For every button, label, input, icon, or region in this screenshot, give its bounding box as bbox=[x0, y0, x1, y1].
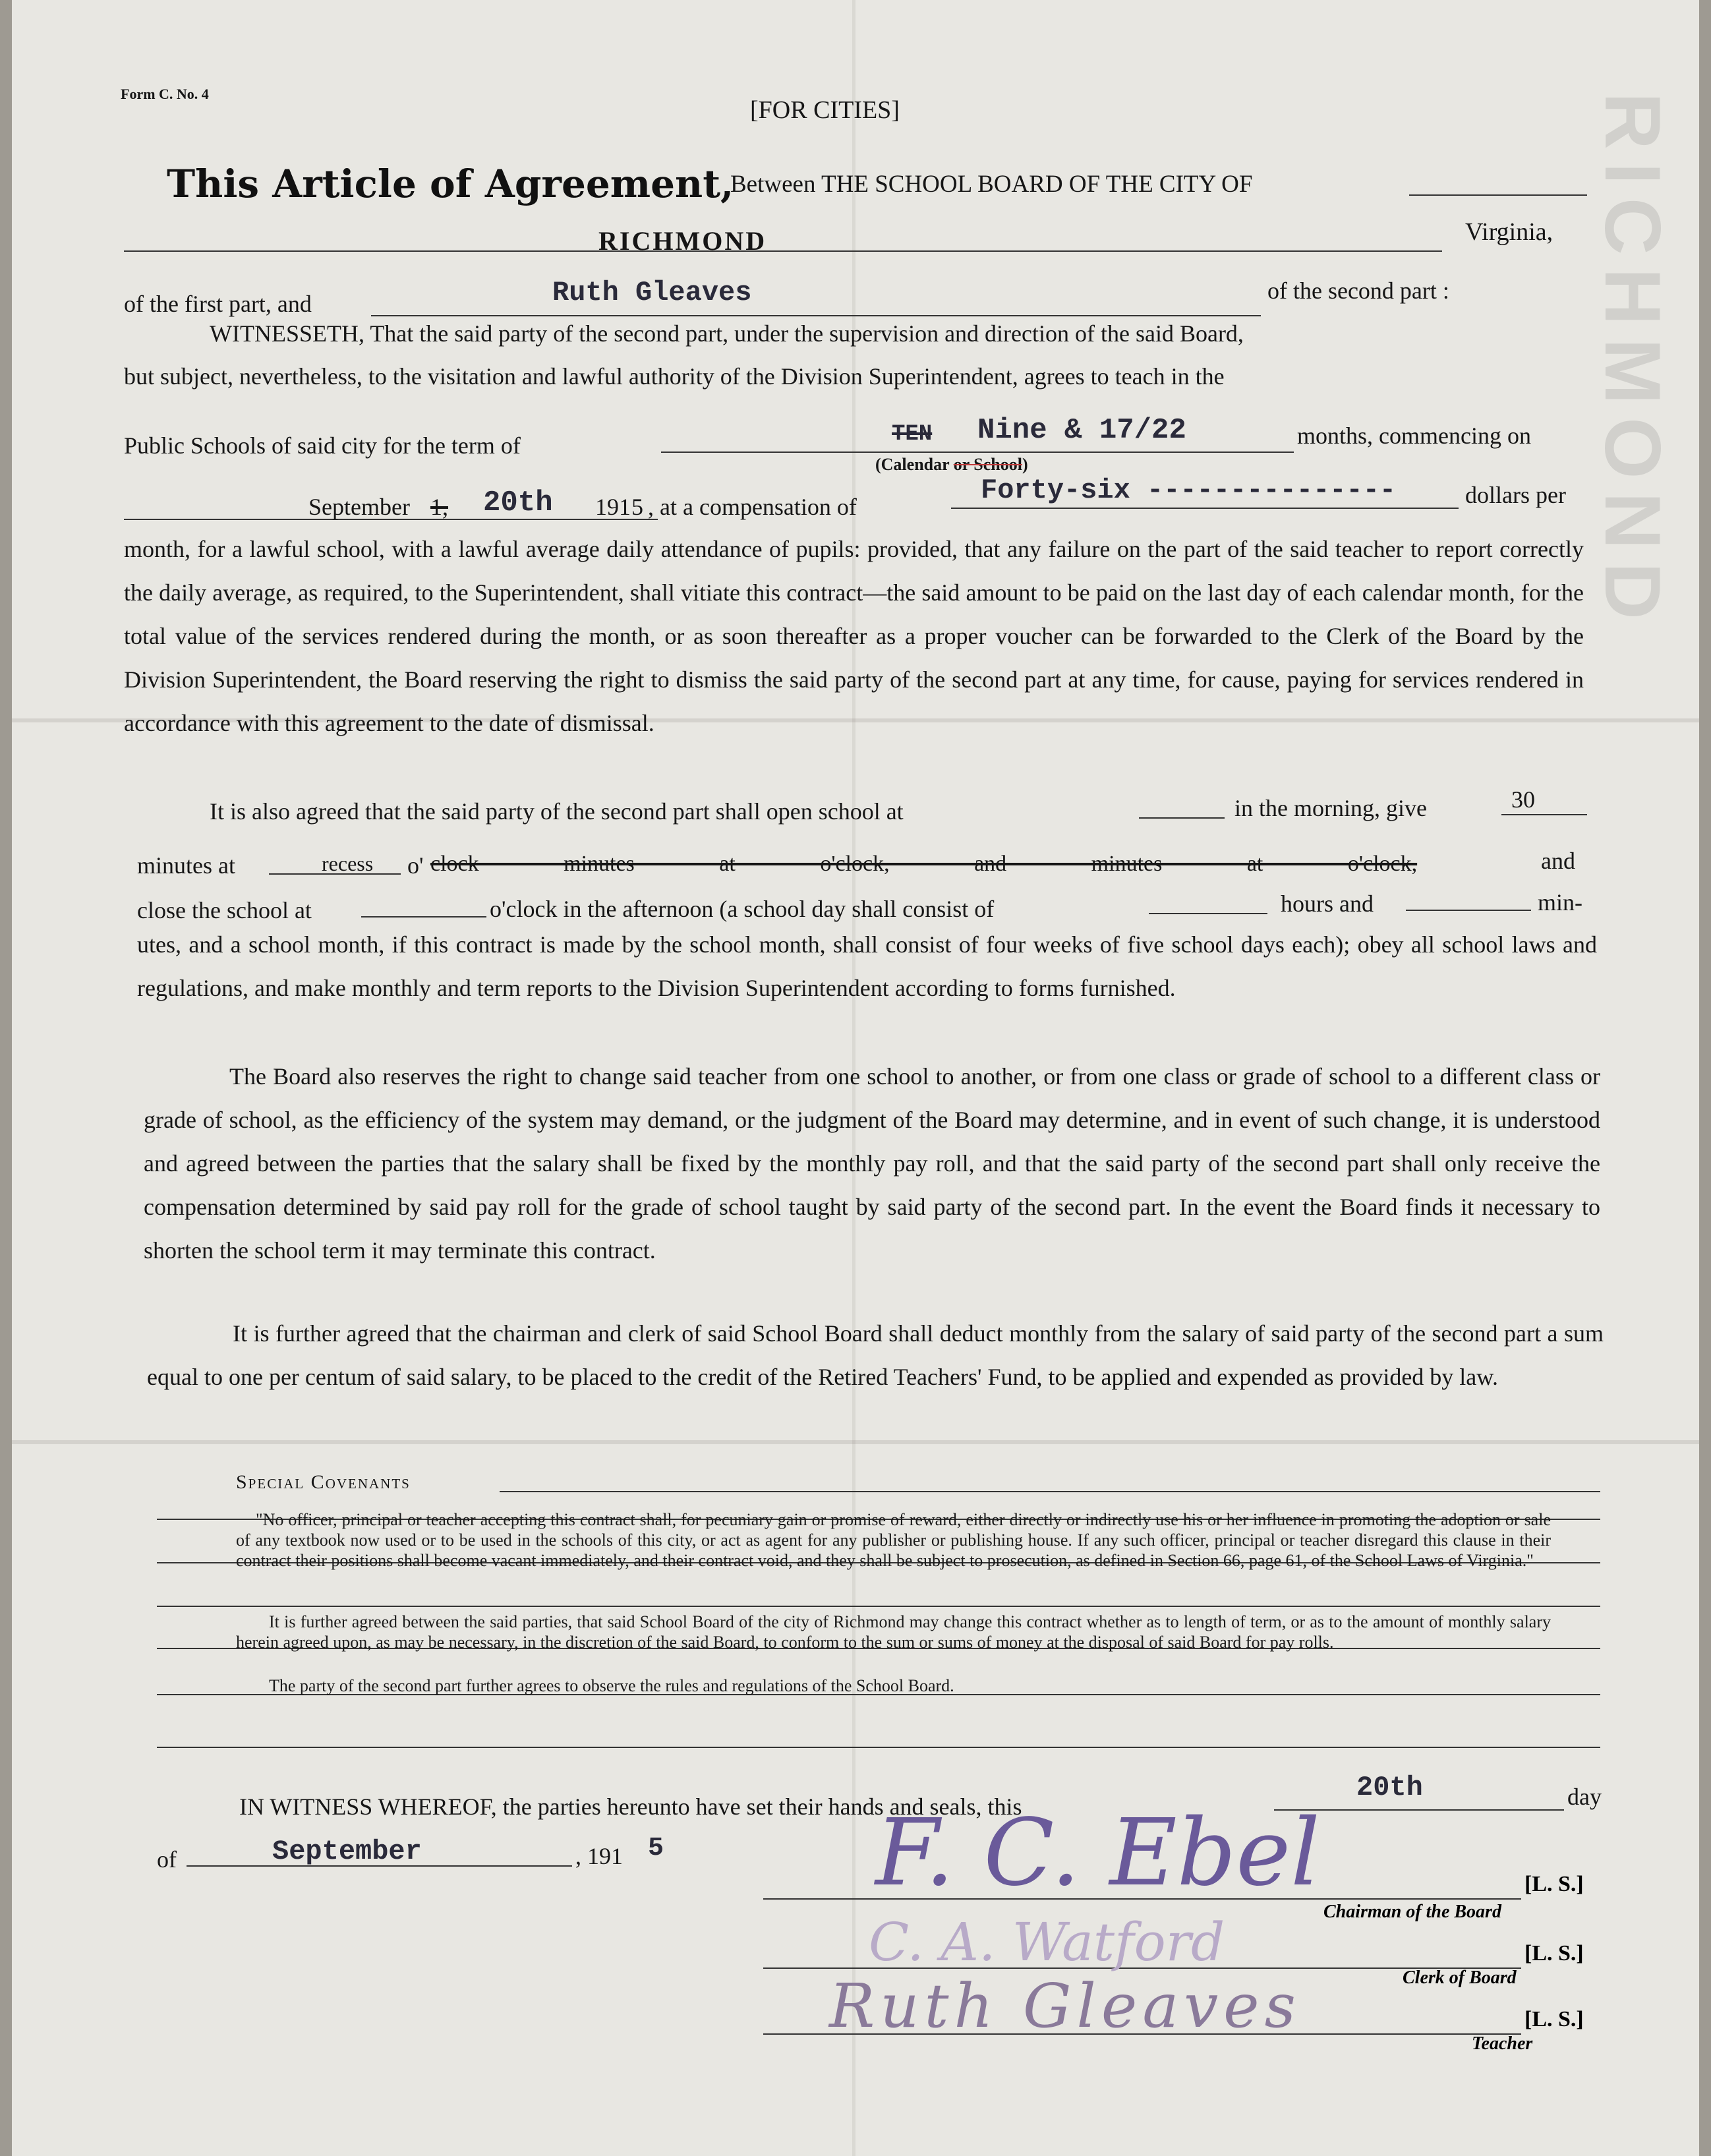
witness-label: IN WITNESS WHEREOF, the parties hereunto have set their hands and seals, this bbox=[239, 1793, 1022, 1820]
witness-year-prefix: , 191 bbox=[575, 1843, 623, 1869]
minutes-at-label: minutes at bbox=[137, 852, 235, 879]
ls-clerk: [L. S.] bbox=[1524, 1941, 1584, 1966]
school-month-paragraph: utes, and a school month, if this contract is made by the school month, shall consist of four weeks of five school days each); obey all school laws and regulations, and make monthly and term reports to the Division Superintendent according to forms furnished. bbox=[137, 931, 1597, 1001]
background-stamp: RICHMOND bbox=[1588, 92, 1677, 633]
covenant-rules: The party of the second part further agrees to observe the rules and regulations of the School Board. bbox=[269, 1676, 954, 1695]
ls-chairman: [L. S.] bbox=[1524, 1872, 1584, 1896]
teacher-label: Teacher bbox=[1472, 2033, 1533, 2054]
contract-terms-paragraph: month, for a lawful school, with a lawful average daily attendance of pupils: provided, that any failure on the part of the said teacher to report correctly the daily average, as required, to the Superintendent, shall vitiate this contract—the said amount to be paid on the last day of each calendar month, for the total value of the services rendered during the month, or as soon thereafter as a proper voucher can be forwarded to the Clerk of the Board by the Division Superintendent, the Board reserving the right to dismiss the said party of the second part at any time, for cause, paying for services rendered in accordance with this agreement to the date of dismissal. bbox=[124, 536, 1584, 736]
of-label: of bbox=[157, 1846, 177, 1873]
afternoon-label: o'clock in the afternoon (a school day shall consist of bbox=[490, 896, 995, 922]
teacher-name-line bbox=[371, 315, 1261, 316]
give-minutes-line bbox=[1501, 814, 1587, 815]
calendar-note: (Calendar or School) bbox=[875, 455, 1028, 474]
clerk-label: Clerk of Board bbox=[1403, 1967, 1517, 1988]
recess-value: recess bbox=[322, 852, 374, 875]
min-label: min- bbox=[1538, 889, 1582, 916]
and-label: and bbox=[1541, 848, 1575, 874]
hours-line bbox=[1149, 913, 1267, 914]
paper-fold bbox=[12, 1440, 1699, 1444]
witness-day: 20th bbox=[1356, 1772, 1423, 1803]
term-struck: TEN bbox=[892, 422, 933, 447]
second-part-label: of the second part : bbox=[1267, 277, 1449, 304]
close-school-label: close the school at bbox=[137, 897, 312, 923]
term-label: Public Schools of said city for the term of bbox=[124, 432, 521, 459]
chairman-label: Chairman of the Board bbox=[1323, 1902, 1501, 1922]
covenant-textbook: "No officer, principal or teacher accepting this contract shall, for pecuniary gain or promise of reward, either directly or indirectly use his or her influence in promoting the adoption or sale of any textbook now used or to be used in the schools of this city, or act as agent for any publisher or publishing house. If any such officer, principal or teacher disregard this clause in their contract their positions shall become vacant immediately, and their contract void, and they shall be subject to prosecution, as defined in Section 66, page 61, of the School Laws of Virginia." bbox=[236, 1510, 1551, 1570]
agreement-document bbox=[12, 0, 1699, 2156]
start-month: September bbox=[308, 494, 410, 520]
witness-year-digit: 5 bbox=[648, 1834, 664, 1863]
day-label: day bbox=[1567, 1784, 1602, 1810]
covenant-change-contract: It is further agreed between the said parties, that said School Board of the city of Richmond may change this contract whether as to length of term, or as to the amount of monthly salary herein agreed upon, as may be necessary, in the discretion of the said Board, to conform to the sum or sums of money at the disposal of said Board for pay rolls. bbox=[236, 1612, 1551, 1652]
witness-month: September bbox=[272, 1836, 422, 1867]
compensation-line bbox=[951, 508, 1459, 509]
dollars-label: dollars per bbox=[1465, 482, 1566, 508]
between-label: Between THE SCHOOL BOARD OF THE CITY OF bbox=[730, 171, 1253, 198]
covenant-line bbox=[157, 1747, 1600, 1748]
first-part-label: of the first part, and bbox=[124, 291, 312, 317]
term-line bbox=[661, 452, 1294, 453]
covenant-line bbox=[500, 1491, 1600, 1492]
compensation-label: , at a compensation of bbox=[648, 494, 857, 520]
morning-label: in the morning, give bbox=[1234, 795, 1427, 821]
months-label: months, commencing on bbox=[1297, 422, 1531, 449]
teacher-name-typed: Ruth Gleaves bbox=[552, 277, 752, 308]
start-year-prefix: 191 bbox=[595, 494, 631, 520]
struck-recess-text: clock minutes at o'clock, and minutes at o'clock, bbox=[430, 852, 1418, 876]
blank-line bbox=[1409, 194, 1587, 196]
chairman-signature: F. C. Ebel bbox=[875, 1799, 1320, 1907]
start-year-digit: 5 bbox=[631, 494, 643, 520]
give-minutes-value: 30 bbox=[1511, 786, 1535, 813]
witnesseth-line-2: but subject, nevertheless, to the visitation and lawful authority of the Division Superintendent, agrees to teach in the bbox=[124, 363, 1225, 390]
compensation-amount: Forty-six --------------- bbox=[981, 475, 1397, 506]
board-rights-paragraph: The Board also reserves the right to change said teacher from one school to another, or from one class or grade of school to a different class or grade of school, as the efficiency of the system may demand, or the judgment of the Board may determine, and in event of such change, it is understood and agreed between the parties that the salary shall be fixed by the monthly pay roll, and that the said party of the second part shall only receive the compensation determined by said pay roll for the grade of school taught by said party of the second part. In the event the Board finds it necessary to shorten the school term it may terminate this contract. bbox=[144, 1063, 1600, 1264]
special-covenants-heading: Special Covenants bbox=[236, 1471, 411, 1493]
page-title: This Article of Agreement, bbox=[167, 161, 734, 206]
teacher-signature: Ruth Gleaves bbox=[829, 1971, 1301, 2041]
close-time-line bbox=[361, 916, 486, 918]
term-value: Nine & 17/22 bbox=[977, 414, 1186, 447]
clerk-signature: C. A. Watford bbox=[869, 1911, 1225, 1973]
city-line bbox=[124, 250, 1442, 252]
oclock-prefix: o' bbox=[407, 852, 424, 879]
for-cities-label: [FOR CITIES] bbox=[750, 96, 900, 124]
virginia-label: Virginia, bbox=[1465, 218, 1553, 246]
minutes-line bbox=[1406, 910, 1531, 911]
hours-label: hours and bbox=[1281, 890, 1374, 917]
open-time-line bbox=[1139, 817, 1225, 819]
start-day: 20th bbox=[483, 486, 553, 519]
city-name: RICHMOND bbox=[598, 226, 767, 256]
witnesseth-line-1: WITNESSETH, That the said party of the second part, under the supervision and direction of the said Board, bbox=[210, 320, 1244, 347]
open-school-label: It is also agreed that the said party of the second part shall open school at bbox=[210, 798, 904, 825]
covenant-line bbox=[157, 1606, 1600, 1607]
start-day-struck: 1, bbox=[430, 494, 448, 520]
retirement-fund-paragraph: It is further agreed that the chairman and clerk of said School Board shall deduct monthly from the salary of said party of the second part a sum equal to one per centum of said salary, to be placed to the credit of the Retired Teachers' Fund, to be applied and expended as provided by law. bbox=[147, 1320, 1604, 1390]
ls-teacher: [L. S.] bbox=[1524, 2007, 1584, 2031]
form-number: Form C. No. 4 bbox=[121, 86, 209, 102]
